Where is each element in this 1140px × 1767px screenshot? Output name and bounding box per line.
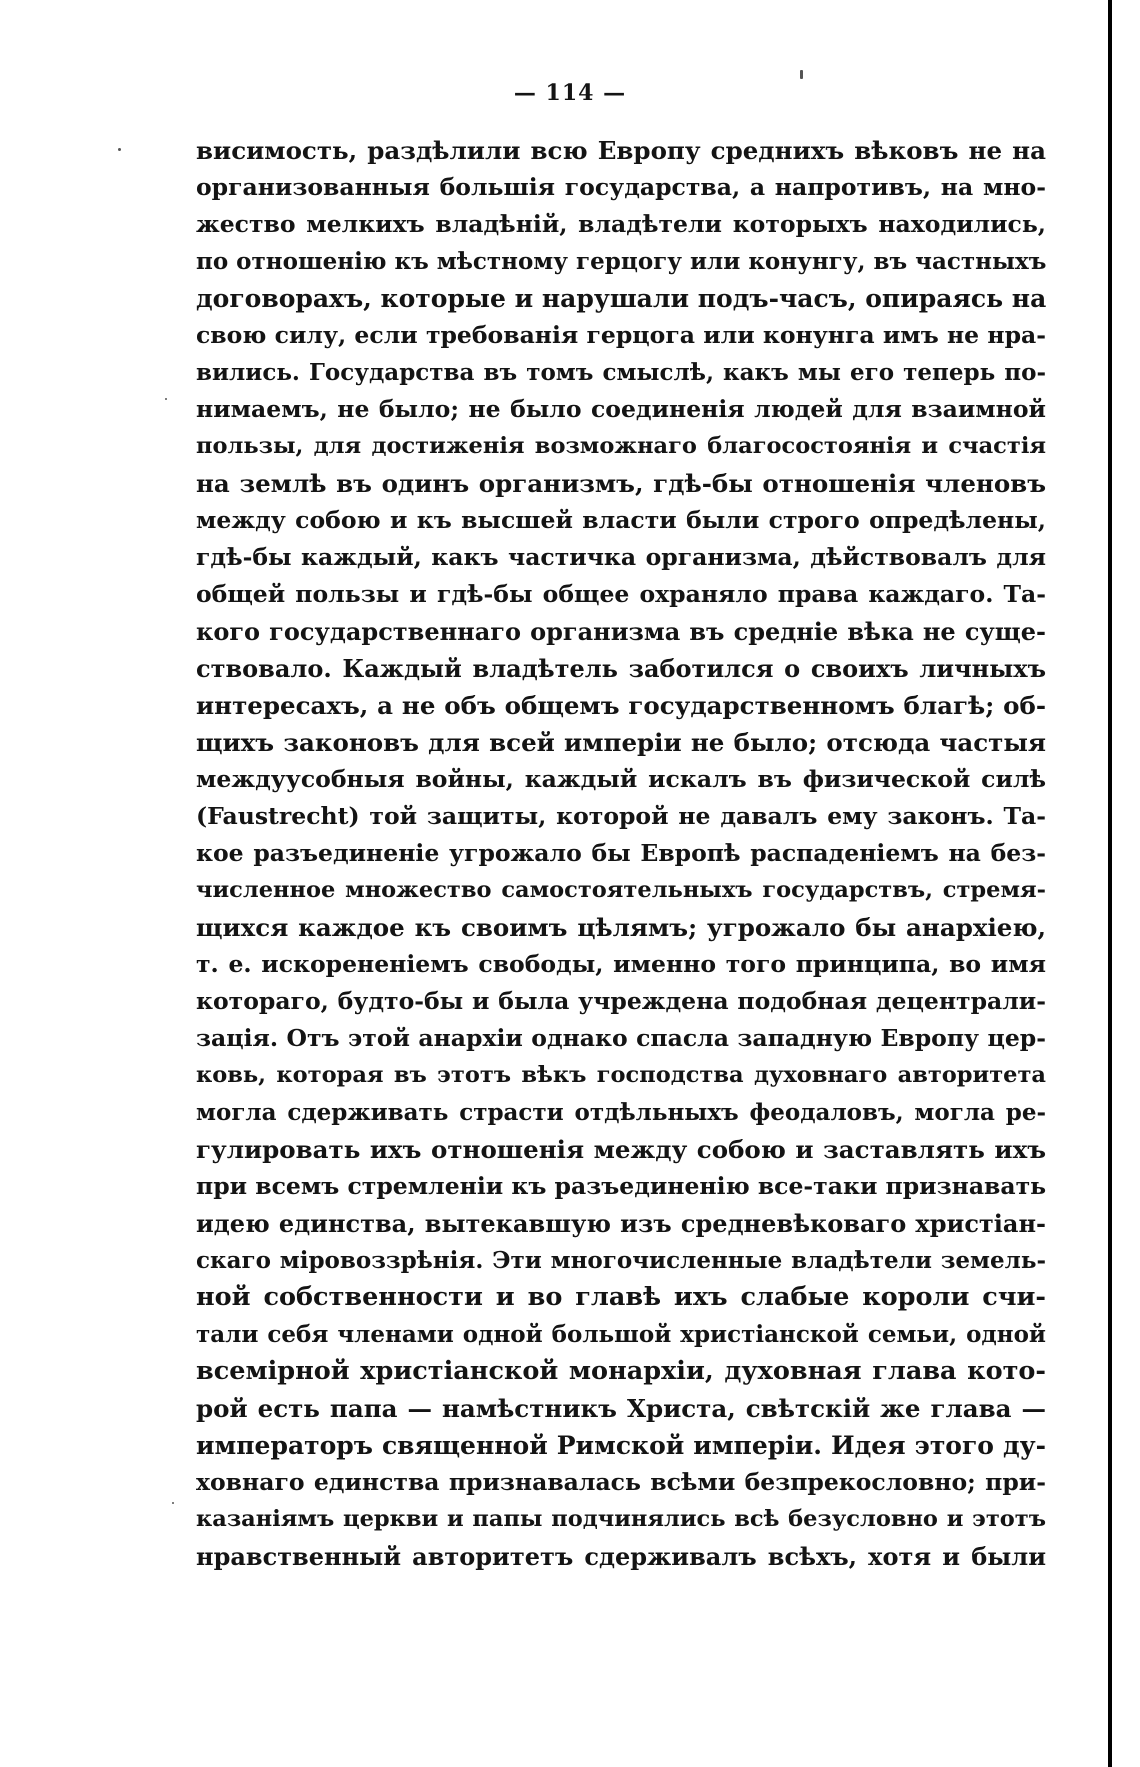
text-line: (Faustrecht) той защиты, которой не давалъ ему законъ. Та- (196, 802, 1046, 830)
text-line: нравственный авторитетъ сдерживалъ всѣхъ, хотя и были (196, 1542, 1046, 1571)
text-line: тали себя членами одной большой христіанской семьи, одной (196, 1321, 1046, 1348)
text-line: зація. Отъ этой анархіи однако спасла западную Европу цер- (196, 1024, 1046, 1052)
text-line: ховнаго единства признавалась всѣми безпрекословно; при- (196, 1468, 1046, 1496)
text-line: императоръ священной Римской имперіи. Идея этого ду- (196, 1431, 1046, 1460)
page-edge-shadow (1108, 0, 1112, 1767)
ink-speck (165, 398, 167, 400)
text-line: т. е. искорененіемъ свободы, именно того принципа, во имя (196, 950, 1046, 978)
text-line: кого государственнаго организма въ средніе вѣка не суще- (196, 617, 1046, 646)
text-line: идею единства, вытекавшую изъ средневѣковаго христіан- (196, 1209, 1046, 1238)
text-line: общей пользы и гдѣ-бы общее охраняло права каждаго. Та- (196, 580, 1046, 608)
text-line: котораго, будто-бы и была учреждена подобная децентрали- (196, 987, 1046, 1015)
text-line: казаніямъ церкви и папы подчинялись всѣ безусловно и этотъ (196, 1506, 1046, 1532)
text-line: кое разъединеніе угрожало бы Европѣ распаденіемъ на без- (196, 839, 1046, 867)
text-line: свою силу, если требованія герцога или конунга имъ не нра- (196, 321, 1046, 349)
text-line: численное множество самостоятельныхъ государствъ, стремя- (196, 877, 1046, 903)
body-text (196, 132, 1046, 1575)
text-line: нимаемъ, не было; не было соединенія людей для взаимной (196, 395, 1046, 423)
text-line: ствовало. Каждый владѣтель заботился о своихъ личныхъ (196, 654, 1046, 683)
text-line: между собою и къ высшей власти были строго опредѣлены, (196, 506, 1046, 534)
text-line: по отношенію къ мѣстному герцогу или конунгу, въ частныхъ (196, 248, 1047, 275)
text-line: при всемъ стремленіи къ разъединенію все-таки признавать (196, 1172, 1047, 1200)
ink-speck (118, 148, 121, 151)
text-line: пользы, для достиженія возможнаго благосостоянія и счастія (196, 433, 1046, 459)
text-line: жество мелкихъ владѣній, владѣтели которыхъ находились, (196, 210, 1046, 238)
ink-speck (800, 70, 803, 79)
text-line: договорахъ, которые и нарушали подъ-часъ, опираясь на (196, 284, 1047, 313)
text-line: междуусобныя войны, каждый искалъ въ физической силѣ (196, 765, 1046, 793)
text-line: интересахъ, а не объ общемъ государственномъ благѣ; об- (196, 691, 1046, 720)
page-number: — 114 — (513, 80, 627, 106)
text-line: вились. Государства въ томъ смыслѣ, какъ мы его теперь по- (196, 359, 1046, 386)
text-line: ной собственности и во главѣ ихъ слабые короли счи- (196, 1282, 1046, 1312)
text-line: скаго міровоззрѣнія. Эти многочисленные владѣтели земель- (196, 1247, 1046, 1274)
text-line: щихся каждое къ своимъ цѣлямъ; угрожало бы анархіею, (196, 913, 1046, 942)
text-line: гдѣ-бы каждый, какъ частичка организма, дѣйствовалъ для (196, 543, 1046, 571)
text-line: ковь, которая въ этотъ вѣкъ господства духовнаго авторитета (196, 1062, 1046, 1088)
text-line: рой есть папа — намѣстникъ Христа, свѣтскій же глава — (196, 1394, 1046, 1423)
text-line: организованныя большія государства, а напротивъ, на мно- (196, 173, 1046, 201)
text-line: щихъ законовъ для всей имперіи не было; отсюда частыя (196, 728, 1046, 757)
text-line: могла сдерживать страсти отдѣльныхъ феодаловъ, могла ре- (196, 1099, 1046, 1126)
text-line: висимость, раздѣлили всю Европу среднихъ вѣковъ не на (196, 136, 1046, 165)
text-line: на землѣ въ одинъ организмъ, гдѣ-бы отношенія членовъ (196, 469, 1046, 498)
ink-speck (172, 1502, 174, 1504)
text-line: всемірной христіанской монархіи, духовная глава кото- (196, 1356, 1046, 1386)
text-line: гулировать ихъ отношенія между собою и заставлять ихъ (196, 1135, 1046, 1164)
